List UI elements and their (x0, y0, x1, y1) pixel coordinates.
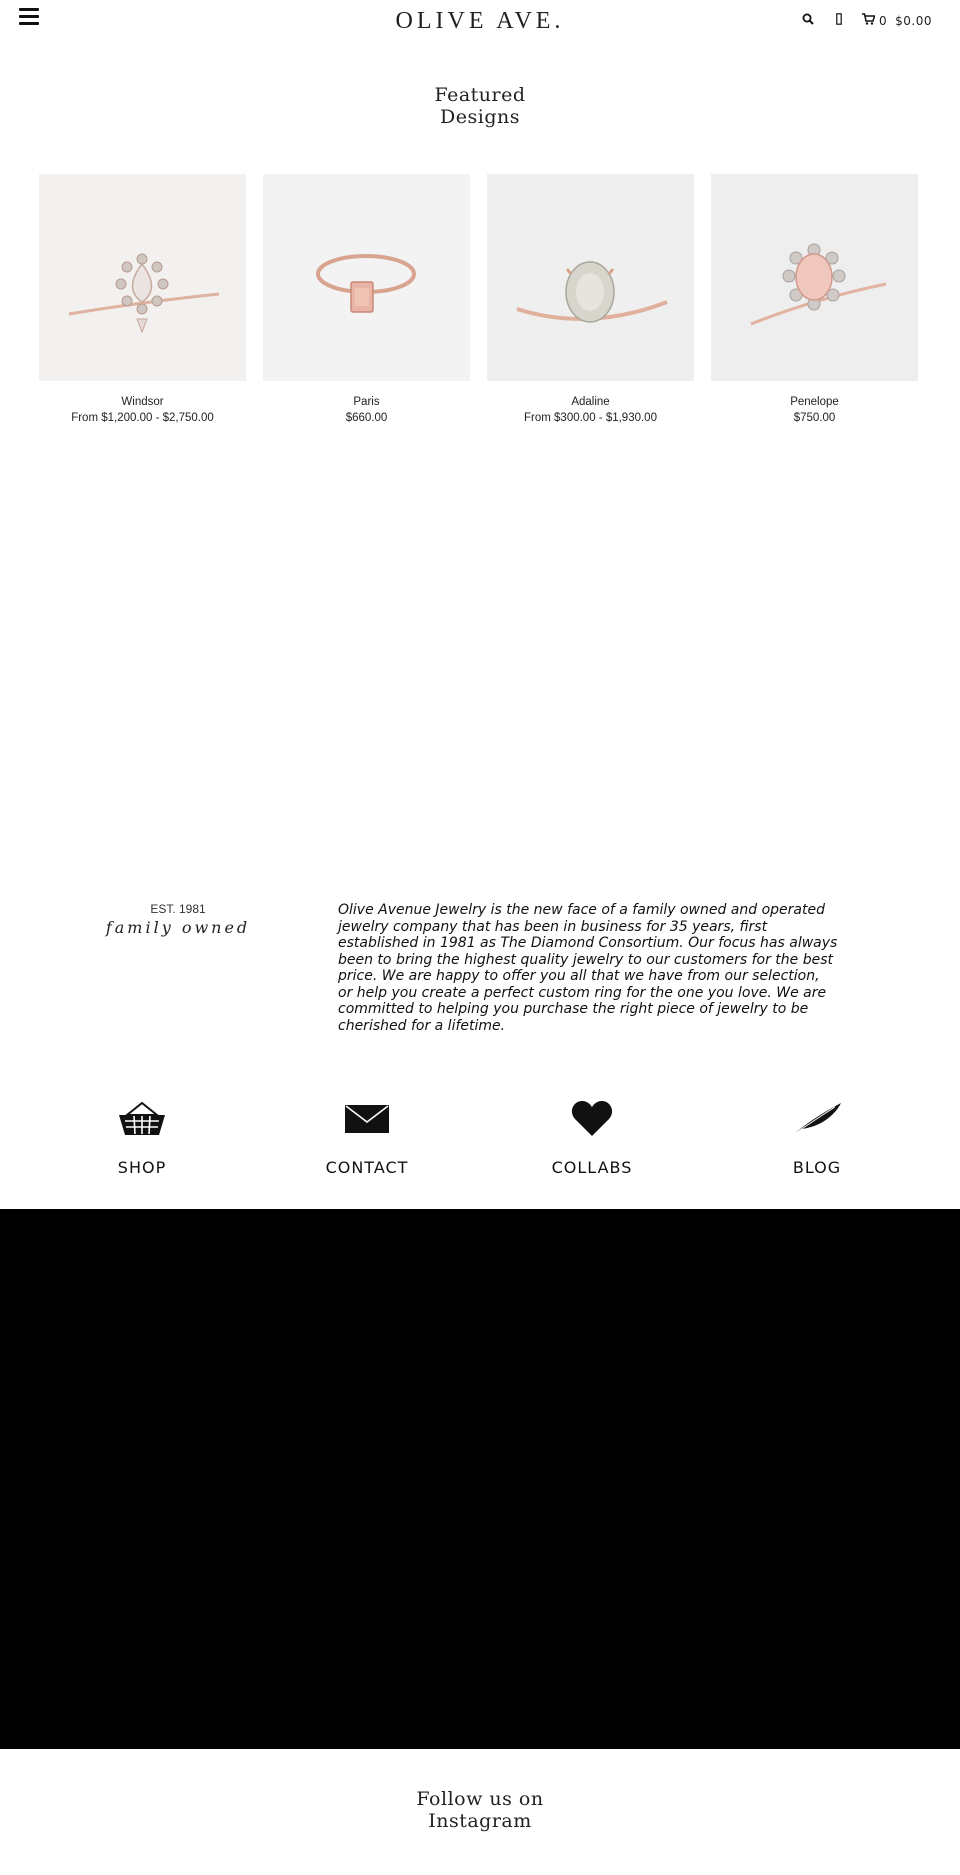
cart-total[interactable]: $0.00 (895, 13, 932, 28)
envelope-icon[interactable] (297, 1098, 437, 1140)
product-card[interactable] (487, 174, 694, 424)
nav-tile-contact[interactable] (297, 1098, 437, 1177)
nav-tile-label[interactable]: COLLABS (551, 1158, 633, 1177)
product-card[interactable] (711, 174, 918, 424)
nav-tile-collabs[interactable] (522, 1098, 662, 1177)
cart-count[interactable]: 0 (879, 13, 888, 28)
nav-tile-shop[interactable] (72, 1098, 212, 1177)
product-name[interactable]: Paris (353, 396, 380, 408)
nav-tile-label[interactable]: BLOG (792, 1158, 842, 1177)
nav-tile-label[interactable]: CONTACT (325, 1158, 409, 1177)
nav-tile-blog[interactable] (747, 1098, 887, 1177)
product-price: From $1,200.00 - $2,750.00 (71, 412, 214, 424)
header-actions (802, 13, 932, 28)
about-text: Olive Avenue Jewelry is the new face of a family owned and operated jewelry company that has been in business for 35 years, first established in 1981 as The Diamond Consortium. Our focus has always been to bring the highest quality jewelry to our customers for the best price. We are happy to offer you all that we have from our selection, or help you create a perfect custom ring for the one you love. We are committed to helping you purchase the right piece of jewelry to be cherished for a lifetime. (338, 902, 838, 1034)
instagram-title: Follow us on Instagram (416, 1788, 544, 1832)
site-header (0, 0, 960, 44)
video-banner[interactable] (0, 1209, 960, 1749)
product-name[interactable]: Adaline (571, 396, 610, 408)
basket-icon[interactable] (72, 1098, 212, 1140)
est-year: EST. 1981 (150, 902, 206, 916)
cart-icon[interactable] (862, 13, 875, 28)
user-icon[interactable] (836, 13, 842, 28)
product-image[interactable] (39, 174, 246, 381)
site-logo[interactable]: OLIVE AVE. (395, 8, 565, 34)
featured-title: Featured Designs (434, 84, 526, 128)
product-card[interactable] (39, 174, 246, 424)
search-icon[interactable] (802, 13, 814, 28)
product-image[interactable] (487, 174, 694, 381)
nav-tile-label[interactable]: SHOP (117, 1158, 167, 1177)
product-price: From $300.00 - $1,930.00 (524, 412, 657, 424)
product-name[interactable]: Penelope (790, 396, 839, 408)
product-card[interactable] (263, 174, 470, 424)
product-price: $660.00 (345, 412, 388, 424)
product-image[interactable] (711, 174, 918, 381)
feather-icon[interactable] (747, 1098, 887, 1140)
heart-icon[interactable] (522, 1098, 662, 1140)
family-owned-script: family owned (105, 918, 251, 937)
product-image[interactable] (263, 174, 470, 381)
product-name[interactable]: Windsor (121, 396, 164, 408)
product-price: $750.00 (793, 412, 836, 424)
